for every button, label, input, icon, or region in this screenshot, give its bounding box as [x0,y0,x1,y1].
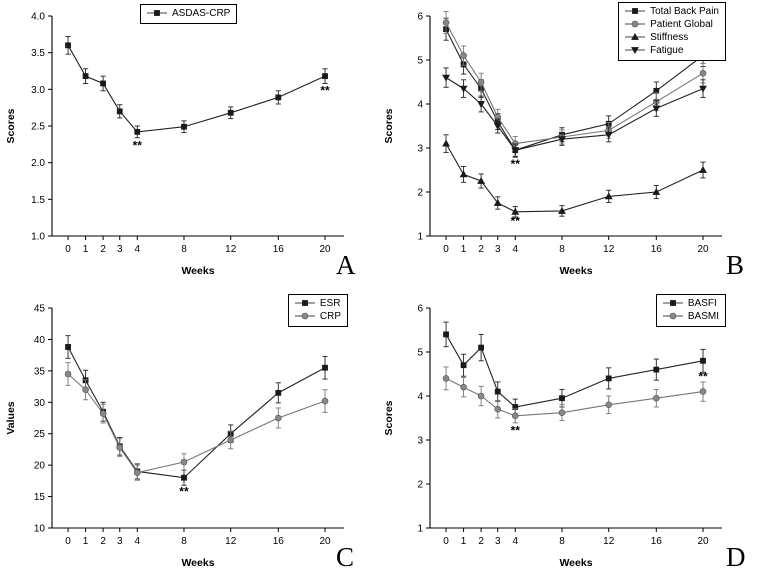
y-tick-label: 2.0 [31,158,45,170]
y-axis-title: Values [5,401,17,435]
y-tick-label: 2 [417,187,423,199]
data-point-1-8 [700,70,706,76]
legend-item [662,310,719,323]
legend-label: ASDAS-CRP [172,8,231,19]
x-tick-label: 4 [134,244,141,255]
legend-label: BASFI [687,298,717,309]
data-point-0-7 [654,367,659,372]
data-point-1-7 [653,395,659,401]
x-tick-label: 16 [272,244,284,255]
x-tick-label: 8 [559,536,565,547]
data-point-0-6 [228,110,233,115]
legend-marker-icon [624,31,646,44]
series-line-1 [446,378,703,415]
x-tick-label: 20 [319,536,331,547]
data-point-0-2 [101,81,106,86]
y-tick-label: 20 [33,460,45,472]
data-point-1-0 [443,20,449,26]
y-tick-label: 10 [33,523,45,535]
data-point-0-3 [495,389,500,394]
x-tick-label: 12 [603,244,615,255]
y-tick-label: 1 [417,523,423,535]
data-point-1-3 [117,445,123,451]
data-point-0-0 [443,332,448,337]
legend-label: BASMI [687,311,719,322]
x-axis-title: Weeks [559,265,593,277]
plot-area-d [378,292,738,584]
legend-marker-icon [294,297,316,310]
legend-marker-icon [624,44,646,57]
x-tick-label: 8 [181,244,187,255]
y-tick-label: 6 [417,303,423,315]
x-tick-label: 2 [478,244,484,255]
data-point-1-5 [559,410,565,416]
x-tick-label: 3 [116,536,123,547]
x-tick-label: 2 [478,536,484,547]
x-axis-title: Weeks [181,557,215,569]
data-point-0-1 [83,74,88,79]
significance-annotation: ** [179,484,189,499]
panel-letter-c: C [336,542,355,572]
y-tick-label: 3.0 [31,84,45,96]
data-point-0-5 [181,475,186,480]
y-tick-label: 3 [417,435,423,447]
y-axis-title: Scores [383,400,395,436]
x-tick-label: 8 [181,536,187,547]
y-tick-label: 4 [417,99,423,111]
legend-label: Patient Global [650,19,713,30]
legend-item [624,5,719,18]
legend-marker-icon [624,18,646,31]
x-tick-label: 2 [100,536,106,547]
y-tick-label: 40 [33,334,45,346]
x-tick-label: 4 [512,244,519,255]
series-line-0 [68,347,325,478]
legend-marker-icon [294,310,316,323]
data-point-2-1 [460,171,467,177]
x-tick-label: 12 [603,536,615,547]
series-line-0 [68,45,325,132]
legend-label: Stiffness [650,32,689,43]
x-tick-label: 20 [697,536,709,547]
legend-marker-circle [632,21,638,27]
legend-item [294,310,341,323]
series-line-2 [446,144,703,212]
x-tick-label: 4 [512,536,519,547]
y-tick-label: 5 [417,55,423,67]
x-tick-label: 0 [65,244,71,255]
legend-label: CRP [319,311,341,322]
data-point-1-6 [606,402,612,408]
data-point-1-1 [461,384,467,390]
data-point-0-0 [65,43,70,48]
significance-annotation: ** [320,83,330,98]
x-tick-label: 4 [134,536,141,547]
data-point-1-0 [65,371,71,377]
data-point-2-7 [653,189,660,195]
data-point-1-4 [512,413,518,419]
chart-panel-c [0,292,360,584]
data-point-1-0 [443,375,449,381]
y-tick-label: 1.5 [31,194,45,206]
y-tick-label: 45 [33,303,45,315]
significance-annotation: ** [132,138,142,153]
chart-panel-a [0,0,360,292]
legend-marker-square [154,11,159,16]
y-tick-label: 30 [33,397,45,409]
y-tick-label: 3 [417,143,423,155]
legend-label: ESR [319,298,341,309]
x-tick-label: 2 [100,244,106,255]
y-tick-label: 3.5 [31,48,45,60]
legend-marker-square [670,301,675,306]
x-tick-label: 0 [443,244,449,255]
plot-area-c [0,292,360,584]
legend-item [294,297,341,310]
legend-label: Fatigue [650,45,684,56]
x-tick-label: 0 [443,536,449,547]
data-point-3-0 [443,75,450,81]
chart-panel-b [378,0,738,292]
y-tick-label: 1.0 [31,231,45,243]
legend-a [140,4,237,24]
panel-letter-d: D [726,542,746,572]
data-point-1-2 [478,79,484,85]
panel-letter-a: A [336,250,356,280]
data-point-0-4 [135,129,140,134]
data-point-0-7 [276,390,281,395]
y-tick-label: 5 [417,347,423,359]
y-axis-title: Scores [5,108,17,144]
data-point-1-8 [700,389,706,395]
y-tick-label: 6 [417,11,423,23]
x-tick-label: 3 [494,244,501,255]
data-point-0-8 [700,358,705,363]
legend-label: Total Back Pain [650,6,719,17]
y-tick-label: 2 [417,479,423,491]
x-tick-label: 3 [116,244,123,255]
legend-marker-square [302,301,307,306]
legend-b [618,2,726,61]
significance-annotation: ** [510,156,520,171]
significance-annotation: ** [698,369,708,384]
x-tick-label: 0 [65,536,71,547]
legend-marker-circle [670,313,676,319]
data-point-1-2 [478,393,484,399]
data-point-1-3 [495,406,501,412]
data-point-0-8 [322,74,327,79]
x-axis-title: Weeks [559,557,593,569]
legend-item [624,31,719,44]
significance-annotation: ** [510,423,520,438]
legend-item [624,44,719,57]
x-tick-label: 12 [225,536,237,547]
legend-marker-square [632,9,637,14]
legend-marker-circle [302,313,308,319]
plot-area-a [0,0,360,292]
y-tick-label: 2.5 [31,121,45,133]
data-point-1-1 [461,53,467,59]
data-point-1-6 [228,437,234,443]
x-tick-label: 3 [494,536,501,547]
data-point-1-7 [275,415,281,421]
y-tick-label: 1 [417,231,423,243]
significance-annotation: ** [510,214,520,228]
chart-panel-d [378,292,738,584]
legend-item [146,7,230,20]
legend-d [656,294,726,327]
x-tick-label: 16 [272,536,284,547]
legend-item [662,297,719,310]
legend-item [624,18,719,31]
panel-letter-b: B [726,250,745,280]
data-point-0-1 [461,363,466,368]
x-tick-label: 1 [82,244,89,255]
x-tick-label: 20 [319,244,331,255]
legend-marker-icon [624,5,646,18]
y-tick-label: 35 [33,366,45,378]
data-point-0-7 [276,95,281,100]
data-point-0-0 [65,344,70,349]
data-point-0-3 [117,109,122,114]
legend-marker-icon [662,297,684,310]
y-tick-label: 25 [33,429,45,441]
series-line-0 [446,334,703,407]
data-point-1-4 [134,470,140,476]
data-point-0-5 [181,124,186,129]
x-tick-label: 1 [460,244,467,255]
data-point-3-8 [700,86,707,92]
x-tick-label: 16 [650,244,662,255]
data-point-0-6 [606,376,611,381]
data-point-1-5 [181,459,187,465]
data-point-1-2 [100,411,106,417]
x-tick-label: 16 [650,536,662,547]
y-tick-label: 4 [417,391,423,403]
x-tick-label: 1 [460,536,467,547]
x-tick-label: 20 [697,244,709,255]
legend-c [288,294,348,327]
data-point-0-8 [322,365,327,370]
x-axis-title: Weeks [181,265,215,277]
y-tick-label: 4.0 [31,11,45,23]
data-point-1-1 [83,387,89,393]
legend-marker-icon [146,7,168,20]
y-tick-label: 15 [33,492,45,504]
data-point-0-2 [479,345,484,350]
data-point-2-0 [443,140,450,146]
y-axis-title: Scores [383,108,395,144]
x-tick-label: 1 [82,536,89,547]
data-point-2-8 [700,167,707,173]
legend-marker-icon [662,310,684,323]
data-point-0-5 [559,396,564,401]
x-tick-label: 8 [559,244,565,255]
data-point-1-8 [322,398,328,404]
x-tick-label: 12 [225,244,237,255]
